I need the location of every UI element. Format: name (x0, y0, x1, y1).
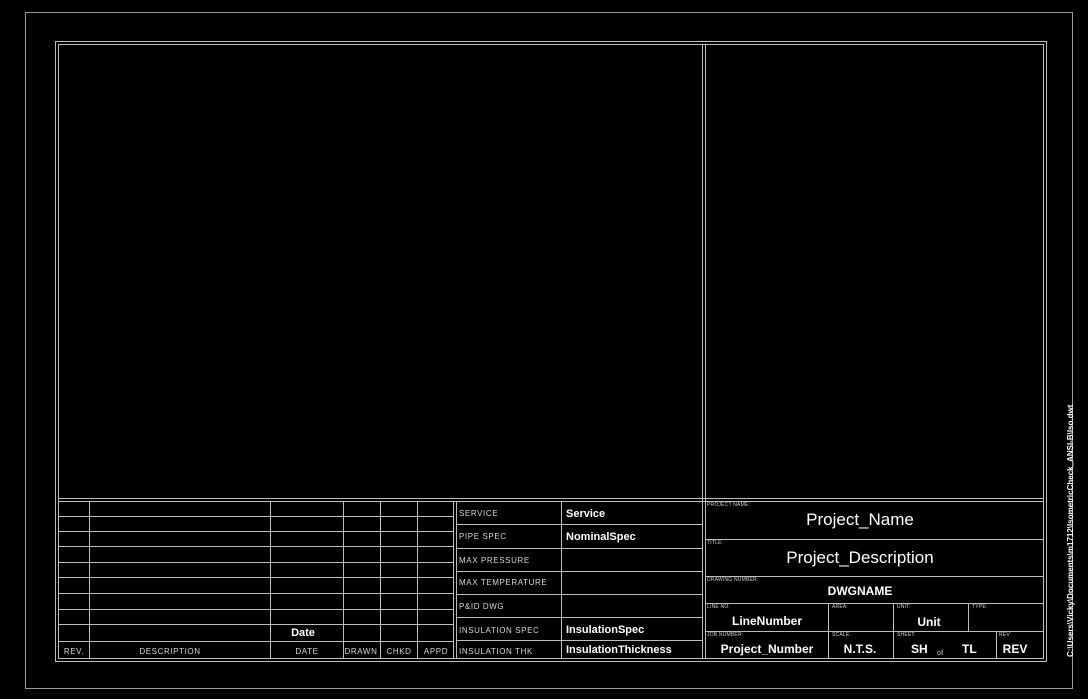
type-label: TYPE: (972, 604, 988, 610)
rev-row-line (58, 624, 454, 625)
drawing-number-label: DRAWING NUMBER: (707, 577, 759, 583)
title-row-line (705, 631, 1044, 632)
pipe-row-line (456, 524, 702, 525)
pid-dwg-label: P&ID DWG (459, 602, 505, 611)
pipe-spec-label: PIPE SPEC (459, 532, 507, 541)
date-value[interactable]: Date (291, 627, 315, 639)
rev-header: REV. (63, 647, 85, 656)
pipe-spec-value[interactable]: NominalSpec (566, 531, 636, 543)
job-number-value[interactable]: Project_Number (720, 642, 814, 656)
pipe-row-line (456, 571, 702, 572)
pipe-row-line (456, 594, 702, 595)
scale-label: SCALE: (832, 632, 851, 638)
title-col-line (996, 631, 997, 659)
rev-col-line (380, 501, 381, 659)
unit-value[interactable]: Unit (917, 615, 941, 629)
insulation-spec-label: INSULATION SPEC (459, 626, 540, 635)
rev-row-line (58, 562, 454, 563)
title-label: TITLE: (707, 540, 724, 546)
insulation-spec-value[interactable]: InsulationSpec (566, 624, 645, 636)
rev-col-line (270, 501, 271, 659)
rev-row-line (58, 546, 454, 547)
title-col-line (893, 603, 894, 659)
divider-horizontal (58, 498, 1044, 499)
rev-row-line (58, 531, 454, 532)
project-description-value[interactable]: Project_Description (786, 548, 934, 567)
title-col-line (828, 603, 829, 659)
service-value[interactable]: Service (566, 508, 606, 520)
unit-label: UNIT: (897, 604, 911, 610)
file-path-text: C:\Users\Vicky\Documents\m1712\IsometricCheck_ANSI-B\Iso.dwt (1066, 404, 1075, 657)
service-label: SERVICE (459, 509, 499, 518)
rev-col-line (89, 501, 90, 659)
pipe-row-line (456, 617, 702, 618)
pipe-row-line (456, 548, 702, 549)
revision-block (58, 501, 454, 659)
drawn-header: DRAWN (344, 647, 378, 656)
rev-col-line (343, 501, 344, 659)
max-pressure-label: MAX PRESSURE (459, 556, 530, 565)
project-name-label: PROJECT NAME: (707, 502, 751, 508)
rev-row-line (58, 593, 454, 594)
rev-label: REV: (999, 632, 1012, 638)
chkd-header: CHKD (386, 647, 412, 656)
rev-header-line (58, 641, 454, 642)
sheet-label: SHEET: (897, 632, 916, 638)
rev-row-line (58, 577, 454, 578)
divider-vertical (702, 44, 703, 659)
rev-col-line (417, 501, 418, 659)
total-sheets-value[interactable]: TL (962, 642, 977, 656)
drawing-area[interactable] (59, 45, 702, 498)
drawing-number-value[interactable]: DWGNAME (827, 584, 893, 598)
line-number-value[interactable]: LineNumber (731, 614, 803, 628)
insulation-thk-value[interactable]: InsulationThickness (566, 644, 672, 656)
title-row-line (705, 603, 1044, 604)
pipe-col-line (561, 501, 562, 659)
area-label: AREA: (832, 604, 849, 610)
rev-row-line (58, 516, 454, 517)
date-header: DATE (295, 647, 319, 656)
scale-value[interactable]: N.T.S. (843, 642, 877, 656)
description-header: DESCRIPTION (139, 647, 201, 656)
max-temperature-label: MAX TEMPERATURE (459, 578, 548, 587)
rev-row-line (58, 609, 454, 610)
rev-col-line (453, 501, 454, 659)
pipe-row-line (456, 640, 702, 641)
title-row-line (705, 539, 1044, 540)
sheet-value[interactable]: SH (911, 642, 928, 656)
job-number-label: JOB NUMBER: (707, 632, 744, 638)
insulation-thk-label: INSULATION THK (459, 647, 533, 656)
divider-vertical-2 (705, 44, 706, 659)
of-text: of (937, 650, 944, 657)
project-name-value[interactable]: Project_Name (806, 510, 914, 529)
line-no-label: LINE NO: (707, 604, 730, 610)
appd-header: APPD (423, 647, 449, 656)
title-col-line (968, 603, 969, 631)
rev-value[interactable]: REV (1002, 642, 1028, 656)
